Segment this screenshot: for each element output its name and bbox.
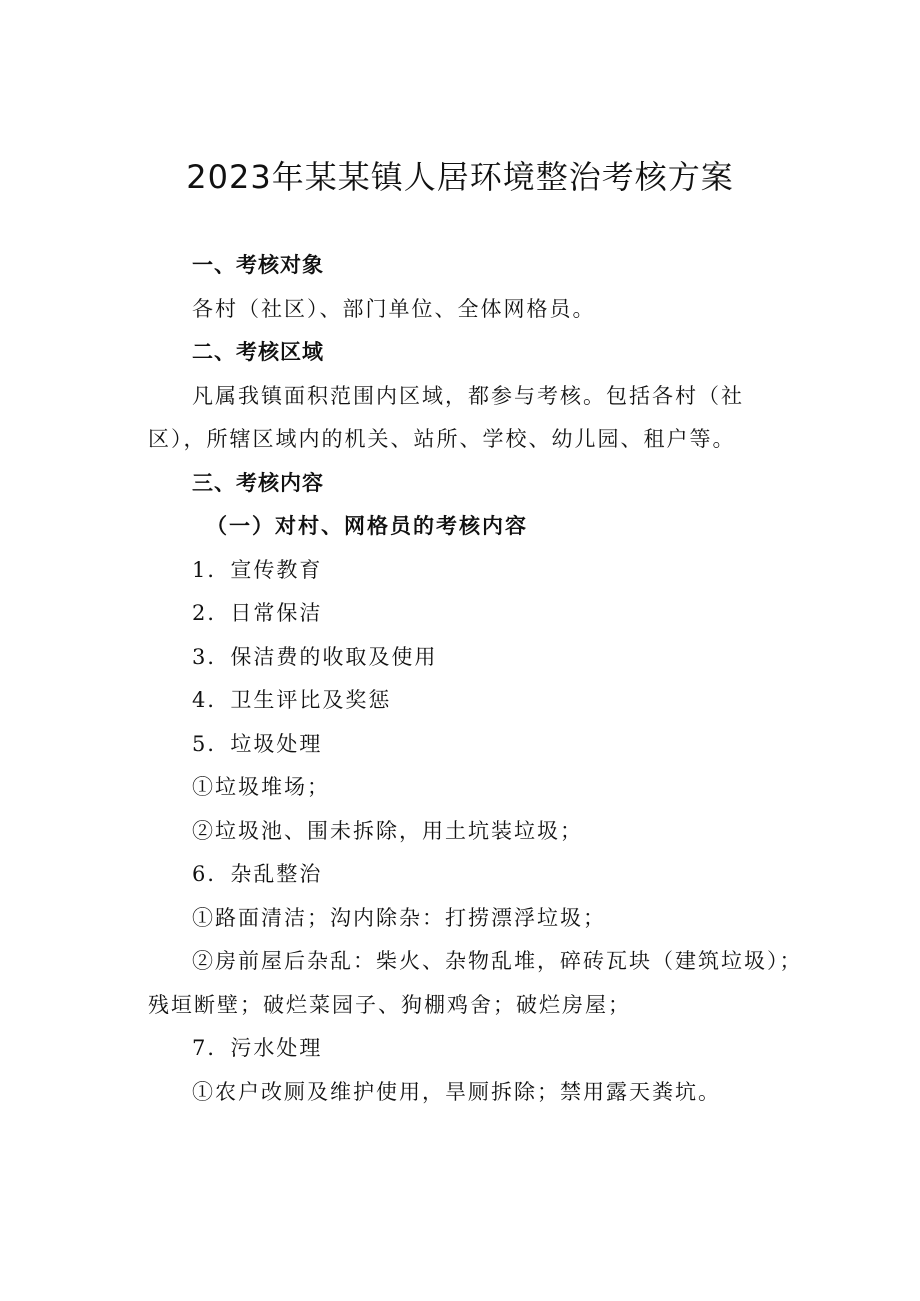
section-heading-1: 一、考核对象 bbox=[192, 253, 324, 277]
sub-list-item: ①垃圾堆场； bbox=[192, 775, 330, 799]
paragraph: 凡属我镇面积范围内区域，都参与考核。包括各村（社 bbox=[192, 384, 744, 408]
sub-list-item-continuation: 残垣断壁；破烂菜园子、狗棚鸡舍；破烂房屋； bbox=[148, 993, 631, 1017]
sub-list-item: ②垃圾池、围未拆除，用土坑装垃圾； bbox=[192, 819, 583, 843]
list-item: 2．日常保洁 bbox=[192, 601, 323, 625]
paragraph: 各村（社区）、部门单位、全体网格员。 bbox=[192, 297, 596, 321]
list-item: 7．污水处理 bbox=[192, 1036, 323, 1060]
list-item: 6．杂乱整治 bbox=[192, 862, 323, 886]
sub-list-item: ①路面清洁；沟内除杂：打捞漂浮垃圾； bbox=[192, 906, 606, 930]
section-heading-3: 三、考核内容 bbox=[192, 471, 324, 495]
list-item: 1．宣传教育 bbox=[192, 558, 323, 582]
document-title: 2023年某某镇人居环境整治考核方案 bbox=[186, 158, 734, 196]
paragraph-continuation: 区），所辖区域内的机关、站所、学校、幼儿园、租户等。 bbox=[148, 427, 736, 451]
list-item: 3．保洁费的收取及使用 bbox=[192, 645, 438, 669]
subsection-heading: （一）对村、网格员的考核内容 bbox=[206, 513, 528, 538]
sub-list-item: ①农户改厕及维护使用，旱厕拆除；禁用露天粪坑。 bbox=[192, 1080, 721, 1104]
section-heading-2: 二、考核区域 bbox=[192, 340, 324, 364]
list-item: 5．垃圾处理 bbox=[192, 732, 323, 756]
list-item: 4．卫生评比及奖惩 bbox=[192, 688, 392, 712]
sub-list-item: ②房前屋后杂乱：柴火、杂物乱堆，碎砖瓦块（建筑垃圾）； bbox=[192, 949, 803, 973]
